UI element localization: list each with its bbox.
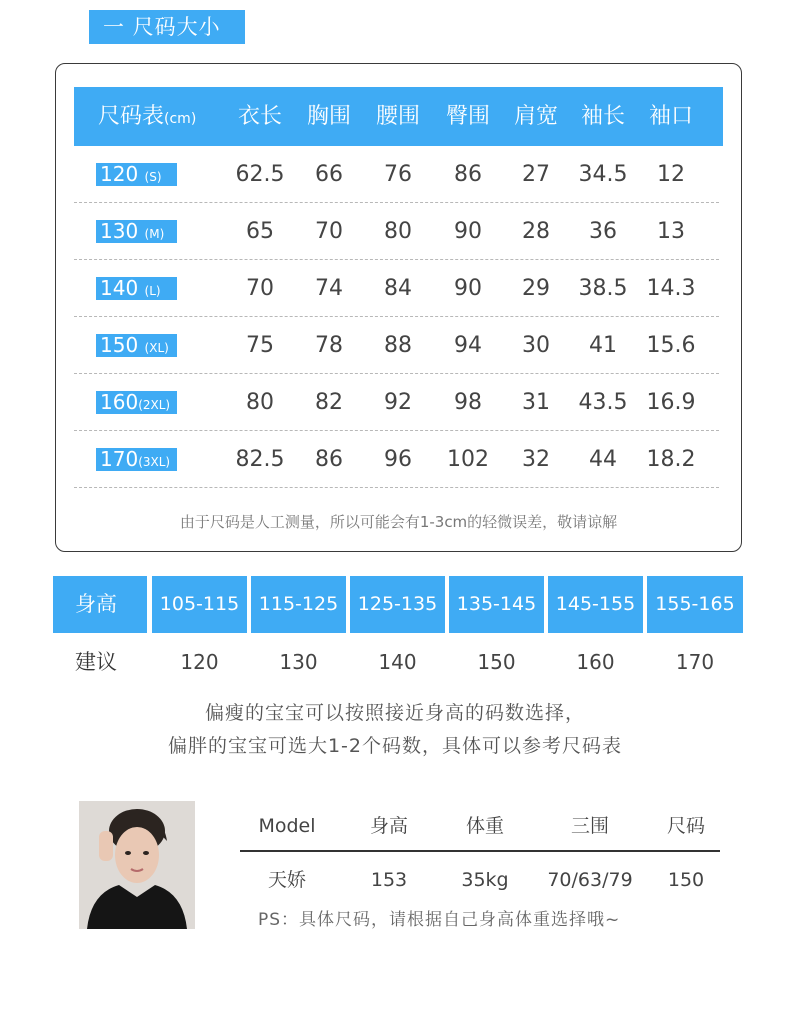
table-cell: 62.5 [235, 162, 285, 187]
size-badge: 120 (S) [96, 163, 177, 186]
model-header: 尺码 [666, 815, 705, 837]
table-cell: 74 [315, 276, 343, 301]
table-cell: 31 [522, 390, 550, 415]
ps-note: PS：具体尺码，请根据自己身高体重选择哦~ [258, 910, 621, 930]
table-row [74, 431, 719, 488]
table-row [74, 203, 719, 260]
height-range: 155-165 [647, 576, 743, 633]
table-cell: 94 [454, 333, 482, 358]
table-cell: 78 [315, 333, 343, 358]
recommend-size: 160 [576, 650, 615, 674]
table-cell: 66 [315, 162, 343, 187]
table-cell: 32 [522, 447, 550, 472]
table-cell: 70 [246, 276, 274, 301]
table-cell: 80 [246, 390, 274, 415]
table-cell: 86 [454, 162, 482, 187]
table-cell: 36 [589, 219, 617, 244]
model-header: Model [258, 815, 316, 837]
model-header: 三围 [570, 815, 609, 837]
table-cell: 12 [657, 162, 685, 187]
table-cell: 28 [522, 219, 550, 244]
table-cell: 27 [522, 162, 550, 187]
model-measurements: 70/63/79 [547, 869, 633, 891]
size-badge: 160(2XL) [96, 391, 177, 414]
table-cell: 90 [454, 276, 482, 301]
table-row [74, 146, 719, 203]
recommend-label: 建议 [75, 650, 117, 674]
model-height: 153 [370, 869, 408, 891]
tip-line-2: 偏胖的宝宝可选大1-2个码数，具体可以参考尺码表 [167, 735, 623, 757]
recommend-size: 150 [477, 650, 516, 674]
table-cell: 65 [246, 219, 274, 244]
size-badge: 140 (L) [96, 277, 177, 300]
height-range: 125-135 [350, 576, 445, 633]
header-hip: 臀围 [445, 104, 490, 129]
table-cell: 98 [454, 390, 482, 415]
model-photo [79, 801, 195, 929]
model-header: 身高 [369, 815, 408, 837]
table-cell: 34.5 [578, 162, 628, 187]
model-header: 体重 [465, 815, 504, 837]
table-cell: 43.5 [578, 390, 628, 415]
table-cell: 13 [657, 219, 685, 244]
size-table-header [74, 87, 723, 146]
recommend-size: 130 [279, 650, 318, 674]
table-cell: 82.5 [235, 447, 285, 472]
height-range: 135-145 [449, 576, 544, 633]
table-cell: 44 [589, 447, 617, 472]
model-name: 天娇 [267, 869, 306, 891]
table-cell: 30 [522, 333, 550, 358]
model-table-header [240, 800, 720, 852]
table-cell: 29 [522, 276, 550, 301]
header-waist: 腰围 [375, 104, 420, 129]
table-cell: 18.2 [646, 447, 696, 472]
section-title: 一 尺码大小 [89, 10, 245, 44]
table-cell: 102 [447, 447, 489, 472]
recommend-size: 170 [675, 650, 715, 674]
table-row [74, 374, 719, 431]
model-photo-illustration [79, 801, 195, 929]
table-cell: 96 [384, 447, 412, 472]
height-label: 身高 [53, 576, 147, 633]
table-cell: 76 [384, 162, 412, 187]
model-row [240, 854, 720, 906]
model-weight: 35kg [461, 869, 509, 891]
table-cell: 41 [589, 333, 617, 358]
table-row [74, 260, 719, 317]
header-length: 衣长 [237, 104, 282, 129]
recommend-row [53, 633, 743, 691]
measurement-note: 由于尺码是人工测量，所以可能会有1-3cm的轻微误差，敬请谅解 [179, 513, 618, 531]
table-cell: 16.9 [646, 390, 696, 415]
header-chest: 胸围 [306, 104, 351, 129]
size-badge: 130 (M) [96, 220, 177, 243]
table-cell: 14.3 [646, 276, 696, 301]
size-chart-card [55, 63, 742, 552]
header-sleeve-length: 袖长 [580, 104, 625, 129]
table-cell: 15.6 [646, 333, 696, 358]
table-cell: 92 [384, 390, 412, 415]
model-size: 150 [667, 869, 705, 891]
table-cell: 38.5 [578, 276, 628, 301]
table-cell: 75 [246, 333, 274, 358]
table-cell: 90 [454, 219, 482, 244]
header-shoulder: 肩宽 [513, 104, 558, 129]
header-cuff: 袖口 [648, 104, 693, 129]
table-row [74, 317, 719, 374]
table-cell: 80 [384, 219, 412, 244]
recommend-size: 120 [180, 650, 219, 674]
tip-line-1: 偏瘦的宝宝可以按照接近身高的码数选择， [204, 702, 585, 724]
table-cell: 70 [315, 219, 343, 244]
size-badge: 150 (XL) [96, 334, 177, 357]
height-range: 105-115 [152, 576, 247, 633]
size-badge: 170(3XL) [96, 448, 177, 471]
table-cell: 84 [384, 276, 412, 301]
table-cell: 86 [315, 447, 343, 472]
table-cell: 82 [315, 390, 343, 415]
header-size-label: 尺码表(cm) [98, 104, 197, 129]
table-cell: 88 [384, 333, 412, 358]
height-range: 145-155 [548, 576, 643, 633]
recommend-size: 140 [378, 650, 417, 674]
height-range: 115-125 [251, 576, 346, 633]
